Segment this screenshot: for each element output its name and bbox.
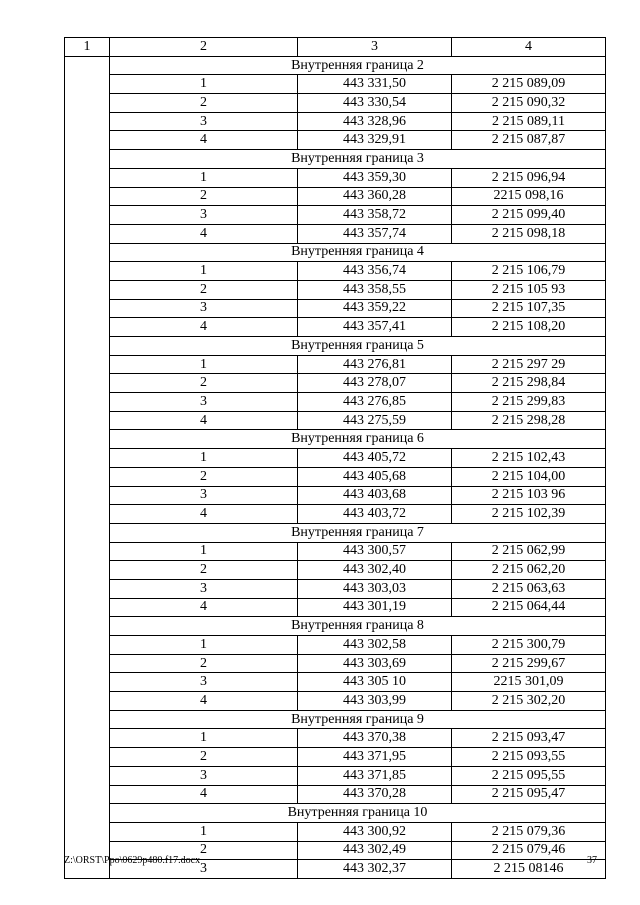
table-row	[65, 131, 606, 150]
footer-file-path: Z:\ORST\Ppo\0629p480.f17.docx	[64, 855, 201, 866]
x-coordinate-cell: 443 278,07	[298, 374, 452, 393]
point-number-cell: 3	[110, 673, 298, 692]
table-row	[65, 598, 606, 617]
table-row	[65, 262, 606, 281]
section-title: Внутренняя граница 3	[110, 150, 606, 169]
x-coordinate-cell: 443 359,30	[298, 168, 452, 187]
section-title: Внутренняя граница 9	[110, 710, 606, 729]
x-coordinate-cell: 443 357,41	[298, 318, 452, 337]
point-number-cell: 4	[110, 785, 298, 804]
coordinates-table-body	[65, 38, 606, 879]
section-title: Внутренняя граница 5	[110, 337, 606, 356]
header-cell-2: 2	[110, 38, 298, 57]
point-number-cell: 2	[110, 654, 298, 673]
section-title: Внутренняя граница 2	[110, 56, 606, 75]
section-title: Внутренняя граница 8	[110, 617, 606, 636]
y-coordinate-cell: 2 215 093,55	[452, 748, 606, 767]
y-coordinate-cell: 2 215 098,18	[452, 224, 606, 243]
x-coordinate-cell: 443 371,85	[298, 766, 452, 785]
x-coordinate-cell: 443 371,95	[298, 748, 452, 767]
table-row	[65, 393, 606, 412]
point-number-cell: 4	[110, 411, 298, 430]
x-coordinate-cell: 443 303,69	[298, 654, 452, 673]
section-title: Внутренняя граница 10	[110, 804, 606, 823]
table-row	[65, 505, 606, 524]
y-coordinate-cell: 2 215 08146	[452, 860, 606, 879]
section-title: Внутренняя граница 4	[110, 243, 606, 262]
point-number-cell: 1	[110, 542, 298, 561]
table-row	[65, 654, 606, 673]
point-number-cell: 4	[110, 692, 298, 711]
y-coordinate-cell: 2 215 099,40	[452, 206, 606, 225]
point-number-cell: 3	[110, 112, 298, 131]
y-coordinate-cell: 2 215 107,35	[452, 299, 606, 318]
point-number-cell: 1	[110, 449, 298, 468]
y-coordinate-cell: 2 215 087,87	[452, 131, 606, 150]
y-coordinate-cell: 2 215 102,39	[452, 505, 606, 524]
point-number-cell: 1	[110, 636, 298, 655]
table-row	[65, 94, 606, 113]
y-coordinate-cell: 2 215 093,47	[452, 729, 606, 748]
table-row	[65, 206, 606, 225]
x-coordinate-cell: 443 305 10	[298, 673, 452, 692]
x-coordinate-cell: 443 276,81	[298, 355, 452, 374]
y-coordinate-cell: 2 215 108,20	[452, 318, 606, 337]
header-row	[65, 38, 606, 57]
coordinates-table	[64, 37, 606, 879]
table-row	[65, 579, 606, 598]
y-coordinate-cell: 2 215 062,20	[452, 561, 606, 580]
point-number-cell: 1	[110, 168, 298, 187]
y-coordinate-cell: 2 215 299,67	[452, 654, 606, 673]
table-row	[65, 636, 606, 655]
point-number-cell: 4	[110, 318, 298, 337]
y-coordinate-cell: 2 215 090,32	[452, 94, 606, 113]
table-row	[65, 299, 606, 318]
x-coordinate-cell: 443 360,28	[298, 187, 452, 206]
section-title-row	[65, 710, 606, 729]
section-title-row	[65, 150, 606, 169]
y-coordinate-cell: 2 215 104,00	[452, 467, 606, 486]
point-number-cell: 3	[110, 579, 298, 598]
point-number-cell: 1	[110, 262, 298, 281]
table-row	[65, 224, 606, 243]
section-title-row	[65, 430, 606, 449]
point-number-cell: 2	[110, 280, 298, 299]
y-coordinate-cell: 2 215 079,36	[452, 822, 606, 841]
x-coordinate-cell: 443 303,99	[298, 692, 452, 711]
table-row	[65, 561, 606, 580]
footer-page-number: 37	[587, 855, 597, 866]
x-coordinate-cell: 443 328,96	[298, 112, 452, 131]
point-number-cell: 2	[110, 467, 298, 486]
table-row	[65, 75, 606, 94]
point-number-cell: 3	[110, 486, 298, 505]
point-number-cell: 1	[110, 75, 298, 94]
x-coordinate-cell: 443 300,92	[298, 822, 452, 841]
section-title: Внутренняя граница 7	[110, 523, 606, 542]
point-number-cell: 3	[110, 860, 298, 879]
x-coordinate-cell: 443 300,57	[298, 542, 452, 561]
y-coordinate-cell: 2 215 300,79	[452, 636, 606, 655]
point-number-cell: 2	[110, 748, 298, 767]
x-coordinate-cell: 443 276,85	[298, 393, 452, 412]
x-coordinate-cell: 443 370,28	[298, 785, 452, 804]
x-coordinate-cell: 443 329,91	[298, 131, 452, 150]
x-coordinate-cell: 443 358,72	[298, 206, 452, 225]
x-coordinate-cell: 443 403,68	[298, 486, 452, 505]
point-number-cell: 1	[110, 355, 298, 374]
x-coordinate-cell: 443 358,55	[298, 280, 452, 299]
table-row	[65, 467, 606, 486]
x-coordinate-cell: 443 359,22	[298, 299, 452, 318]
point-number-cell: 2	[110, 374, 298, 393]
y-coordinate-cell: 2 215 302,20	[452, 692, 606, 711]
y-coordinate-cell: 2 215 089,11	[452, 112, 606, 131]
point-number-cell: 4	[110, 598, 298, 617]
point-number-cell: 3	[110, 766, 298, 785]
section-title-row	[65, 337, 606, 356]
section-title-row	[65, 804, 606, 823]
x-coordinate-cell: 443 302,40	[298, 561, 452, 580]
point-number-cell: 1	[110, 729, 298, 748]
section-title-row	[65, 243, 606, 262]
y-coordinate-cell: 2 215 095,47	[452, 785, 606, 804]
y-coordinate-cell: 2 215 298,84	[452, 374, 606, 393]
table-row	[65, 168, 606, 187]
x-coordinate-cell: 443 275,59	[298, 411, 452, 430]
y-coordinate-cell: 2215 098,16	[452, 187, 606, 206]
header-cell-3: 3	[298, 38, 452, 57]
x-coordinate-cell: 443 370,38	[298, 729, 452, 748]
x-coordinate-cell: 443 302,58	[298, 636, 452, 655]
x-coordinate-cell: 443 302,49	[298, 841, 452, 860]
section-title: Внутренняя граница 6	[110, 430, 606, 449]
table-row	[65, 374, 606, 393]
table-row	[65, 542, 606, 561]
header-cell-4: 4	[452, 38, 606, 57]
table-row	[65, 355, 606, 374]
table-row	[65, 673, 606, 692]
header-cell-1: 1	[65, 38, 110, 57]
point-number-cell: 3	[110, 206, 298, 225]
point-number-cell: 2	[110, 841, 298, 860]
y-coordinate-cell: 2 215 095,55	[452, 766, 606, 785]
section-title-row	[65, 56, 606, 75]
y-coordinate-cell: 2 215 297 29	[452, 355, 606, 374]
y-coordinate-cell: 2 215 105 93	[452, 280, 606, 299]
y-coordinate-cell: 2 215 089,09	[452, 75, 606, 94]
point-number-cell: 4	[110, 224, 298, 243]
x-coordinate-cell: 443 405,68	[298, 467, 452, 486]
y-coordinate-cell: 2 215 062,99	[452, 542, 606, 561]
point-number-cell: 2	[110, 561, 298, 580]
y-coordinate-cell: 2 215 096,94	[452, 168, 606, 187]
table-row	[65, 449, 606, 468]
section-title-row	[65, 523, 606, 542]
section-title-row	[65, 617, 606, 636]
y-coordinate-cell: 2 215 298,28	[452, 411, 606, 430]
table-row	[65, 280, 606, 299]
point-number-cell: 2	[110, 94, 298, 113]
table-row	[65, 692, 606, 711]
table-row	[65, 729, 606, 748]
table-row	[65, 748, 606, 767]
y-coordinate-cell: 2 215 102,43	[452, 449, 606, 468]
table-row	[65, 766, 606, 785]
table-row	[65, 187, 606, 206]
y-coordinate-cell: 2 215 106,79	[452, 262, 606, 281]
x-coordinate-cell: 443 302,37	[298, 860, 452, 879]
table-row	[65, 486, 606, 505]
point-number-cell: 1	[110, 822, 298, 841]
y-coordinate-cell: 2 215 064,44	[452, 598, 606, 617]
table-row	[65, 318, 606, 337]
point-number-cell: 4	[110, 505, 298, 524]
table-row	[65, 411, 606, 430]
x-coordinate-cell: 443 330,54	[298, 94, 452, 113]
x-coordinate-cell: 443 331,50	[298, 75, 452, 94]
point-number-cell: 4	[110, 131, 298, 150]
table-row	[65, 112, 606, 131]
y-coordinate-cell: 2 215 299,83	[452, 393, 606, 412]
x-coordinate-cell: 443 357,74	[298, 224, 452, 243]
y-coordinate-cell: 2 215 063,63	[452, 579, 606, 598]
y-coordinate-cell: 2 215 079,46	[452, 841, 606, 860]
point-number-cell: 3	[110, 393, 298, 412]
x-coordinate-cell: 443 403,72	[298, 505, 452, 524]
blank-column-cell	[65, 56, 110, 878]
x-coordinate-cell: 443 303,03	[298, 579, 452, 598]
y-coordinate-cell: 2 215 103 96	[452, 486, 606, 505]
point-number-cell: 3	[110, 299, 298, 318]
table-row	[65, 822, 606, 841]
table-row	[65, 785, 606, 804]
point-number-cell: 2	[110, 187, 298, 206]
x-coordinate-cell: 443 301,19	[298, 598, 452, 617]
y-coordinate-cell: 2215 301,09	[452, 673, 606, 692]
x-coordinate-cell: 443 356,74	[298, 262, 452, 281]
x-coordinate-cell: 443 405,72	[298, 449, 452, 468]
